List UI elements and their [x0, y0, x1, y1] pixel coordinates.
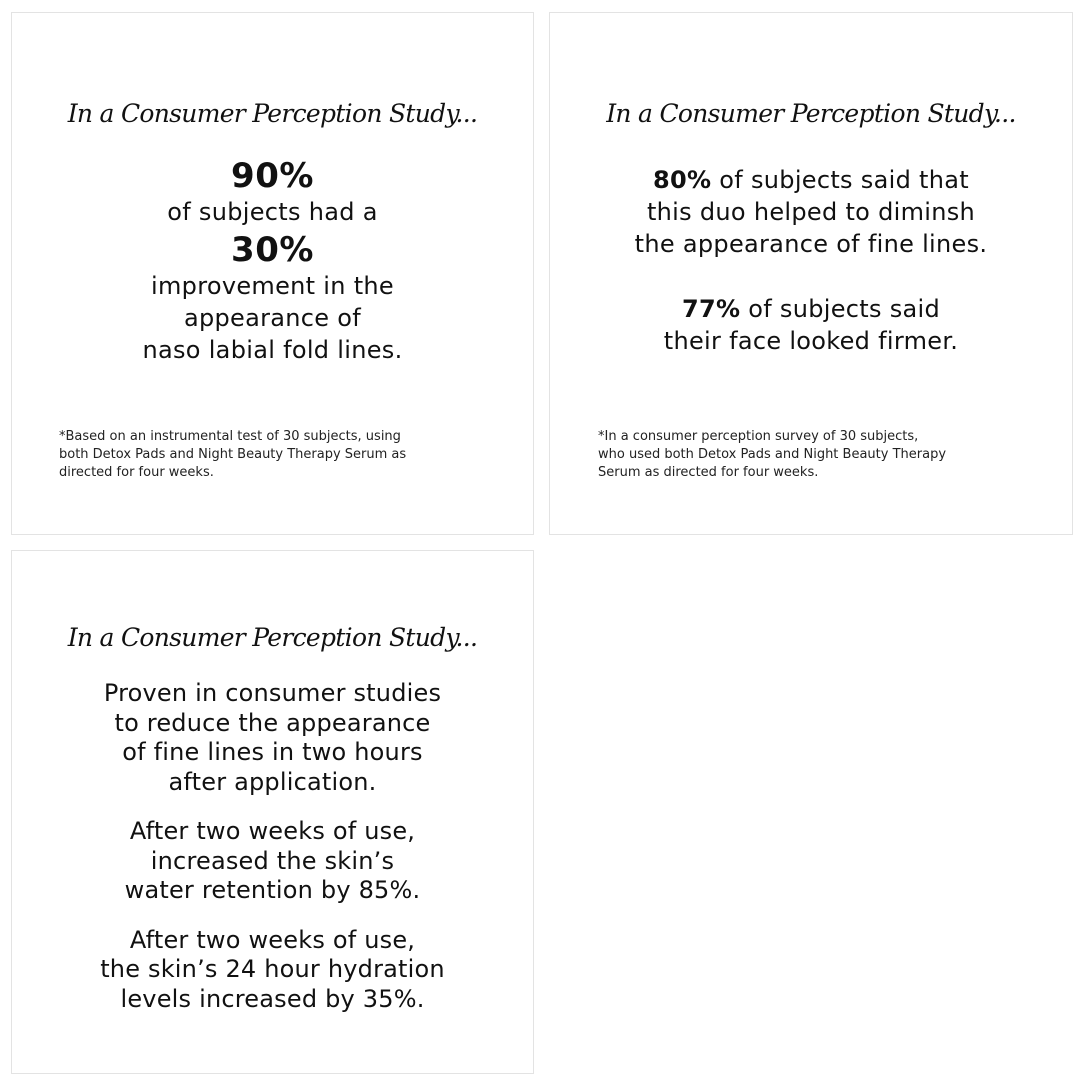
stat-77-percent: 77% — [681, 295, 741, 323]
footnote — [598, 428, 946, 482]
stat-90-percent: 90% — [231, 156, 314, 196]
stat-text-line: naso labial fold lines. — [142, 336, 403, 364]
stat-text-line: the appearance of fine lines. — [634, 230, 988, 258]
stat-group — [550, 164, 1072, 357]
stat-text-line: appearance of — [183, 304, 362, 332]
claim-line: increased the skin’s — [150, 846, 395, 875]
study-card-2 — [549, 12, 1073, 535]
claim-line: of fine lines in two hours — [122, 738, 423, 766]
footnote-line: *In a consumer perception survey of 30 subjects, — [598, 429, 919, 444]
card-heading: In a Consumer Perception Study... — [67, 99, 478, 128]
footnote-line: who used both Detox Pads and Night Beauty Therapy — [598, 447, 947, 462]
claim-line: After two weeks of use, — [129, 925, 416, 954]
claim-paragraph — [12, 926, 533, 1015]
stat-text-line: of subjects had a — [167, 198, 378, 226]
claim-line: water retention by 85%. — [124, 876, 421, 904]
stat-suffix: of subjects said that — [711, 166, 969, 194]
claim-line: After two weeks of use, — [129, 817, 416, 845]
claim-line: to reduce the appearance — [114, 708, 431, 737]
stat-group — [12, 156, 533, 366]
stat-80-percent: 80% — [653, 166, 712, 194]
paragraph-group — [12, 679, 533, 1014]
stat-text-line: improvement in the — [151, 272, 394, 300]
claim-line: levels increased by 35%. — [120, 984, 425, 1013]
claim-paragraph — [12, 679, 533, 797]
study-card-3 — [11, 550, 534, 1074]
claim-line: the skin’s 24 hour hydration — [100, 955, 445, 983]
footnote — [59, 428, 406, 482]
stat-text-line — [550, 293, 1072, 325]
footnote-line: *Based on an instrumental test of 30 subjects, using — [59, 429, 401, 444]
footnote-line: both Detox Pads and Night Beauty Therapy Serum as — [59, 447, 407, 462]
card-heading: In a Consumer Perception Study... — [606, 99, 1016, 128]
stat-suffix: of subjects said — [740, 295, 941, 323]
stat-text-line — [550, 164, 1072, 196]
claim-line: after application. — [168, 767, 377, 796]
claim-line: Proven in consumer studies — [103, 679, 442, 707]
stat-30-percent: 30% — [231, 230, 314, 270]
study-card-1 — [11, 12, 534, 535]
stat-text-line: their face looked firmer. — [663, 327, 959, 355]
claim-paragraph — [12, 817, 533, 906]
footnote-line: directed for four weeks. — [59, 465, 214, 480]
footnote-line: Serum as directed for four weeks. — [598, 465, 819, 480]
card-heading: In a Consumer Perception Study... — [67, 623, 478, 652]
stat-text-line: this duo helped to diminsh — [646, 198, 976, 226]
